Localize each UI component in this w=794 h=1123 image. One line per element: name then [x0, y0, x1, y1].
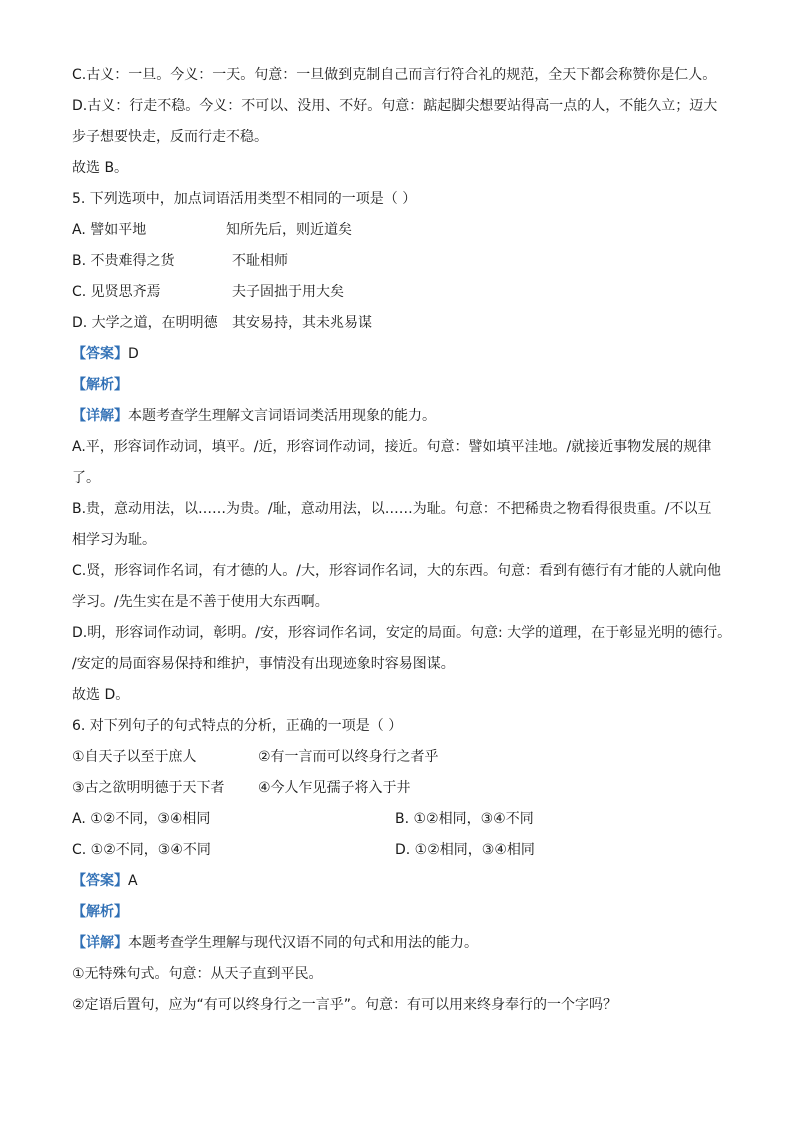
answer-value: D — [128, 346, 139, 362]
question-5-option-a — [72, 215, 732, 246]
option-left: A. 譬如平地 — [72, 222, 147, 238]
paragraph-c-meaning: C.古义：一旦。今义：一天。句意：一旦做到克制自己而言行符合礼的规范，全天下都会称赞你是仁人。 — [72, 67, 717, 83]
sentence-1: ①自天子以至于庶人 — [72, 749, 197, 765]
question-6-options-row1 — [72, 804, 732, 835]
detail-text: 本题考查学生理解与现代汉语不同的句式和用法的能力。 — [128, 935, 478, 951]
sentence-3: ③古之欲明明德于天下者 — [72, 780, 225, 796]
question-5-detail — [72, 401, 732, 432]
analysis-d-line2: /安定的局面容易保持和维护，事情没有出现迹象时容易图谋。 — [72, 656, 455, 672]
option-right: 知所先后，则近道矣 — [226, 222, 352, 238]
question-6-sentences-row2 — [72, 773, 732, 804]
option-b: B. ①②相同，③④不同 — [395, 811, 534, 827]
question-5-answer — [72, 339, 732, 370]
question-6-options-row2 — [72, 835, 732, 866]
answer-value: A — [128, 873, 138, 889]
question-6-sentences-row1 — [72, 742, 732, 773]
analysis-a-line2: 了。 — [72, 470, 100, 486]
question-5-option-d — [72, 308, 732, 339]
detail-tag: 【详解】 — [72, 408, 128, 424]
question-6-analysis-heading — [72, 897, 732, 928]
analysis-sentence-2: ②定语后置句，应为“有可以终身行之一言乎”。句意：有可以用来终身奉行的一个字吗？ — [72, 997, 618, 1013]
analysis-b-line1: B.贵，意动用法，以……为贵。/耻，意动用法，以……为耻。句意：不把稀贵之物看得很贵重。/不以互 — [72, 501, 712, 517]
analysis-sentence-1: ①无特殊句式。句意：从天子直到平民。 — [72, 966, 323, 982]
option-right: 不耻相师 — [232, 253, 288, 269]
detail-text: 本题考查学生理解文言词语词类活用现象的能力。 — [128, 408, 436, 424]
detail-tag: 【详解】 — [72, 935, 128, 951]
question-6-stem: 6. 对下列句子的句式特点的分析，正确的一项是（ ） — [72, 718, 403, 734]
analysis-c-line2: 学习。/先生实在是不善于使用大东西啊。 — [72, 594, 329, 610]
analysis-a-line1: A.平，形容词作动词，填平。/近，形容词作动词，接近。句意：譬如填平洼地。/就接近事物发展的规律 — [72, 439, 712, 455]
answer-tag: 【答案】 — [72, 346, 128, 362]
paragraph-d-meaning-line2: 步子想要快走，反而行走不稳。 — [72, 129, 268, 145]
analysis-c-line1: C.贤，形容词作名词，有才德的人。/大，形容词作名词，大的东西。句意：看到有德行有才能的人就向他 — [72, 563, 721, 579]
question-5-analysis-heading — [72, 370, 732, 401]
analysis-b-line2: 相学习为耻。 — [72, 532, 156, 548]
question-5-stem: 5. 下列选项中，加点词语活用类型不相同的一项是（ ） — [72, 191, 417, 207]
option-c: C. ①②不同，③④不同 — [72, 842, 211, 858]
option-right: 其安易持，其未兆易谋 — [232, 315, 372, 331]
question-6-detail — [72, 928, 732, 959]
question-6-answer — [72, 866, 732, 897]
analysis-tag: 【解析】 — [72, 377, 128, 393]
analysis-tag: 【解析】 — [72, 904, 128, 920]
option-left: D. 大学之道，在明明德 — [72, 315, 218, 331]
option-right: 夫子固拙于用大矣 — [232, 284, 344, 300]
paragraph-d-meaning-line1: D.古义：行走不稳。今义：不可以、没用、不好。句意：踮起脚尖想要站得高一点的人，不能久立；迈大 — [72, 98, 718, 114]
sentence-2: ②有一言而可以终身行之者乎 — [258, 749, 439, 765]
option-left: C. 见贤思齐焉 — [72, 284, 161, 300]
conclusion-b: 故选 B。 — [72, 160, 129, 176]
analysis-d-line1: D.明，形容词作动词，彰明。/安，形容词作名词，安定的局面。句意: 大学的道理，在于彰显光明的德行。 — [72, 625, 732, 641]
question-5-option-c — [72, 277, 732, 308]
option-d: D. ①②相同，③④相同 — [395, 842, 535, 858]
option-a: A. ①②不同，③④相同 — [72, 811, 211, 827]
answer-tag: 【答案】 — [72, 873, 128, 889]
document-page — [72, 60, 732, 1021]
conclusion-d: 故选 D。 — [72, 687, 130, 703]
question-5-option-b — [72, 246, 732, 277]
option-left: B. 不贵难得之货 — [72, 253, 175, 269]
sentence-4: ④今人乍见孺子将入于井 — [258, 780, 411, 796]
